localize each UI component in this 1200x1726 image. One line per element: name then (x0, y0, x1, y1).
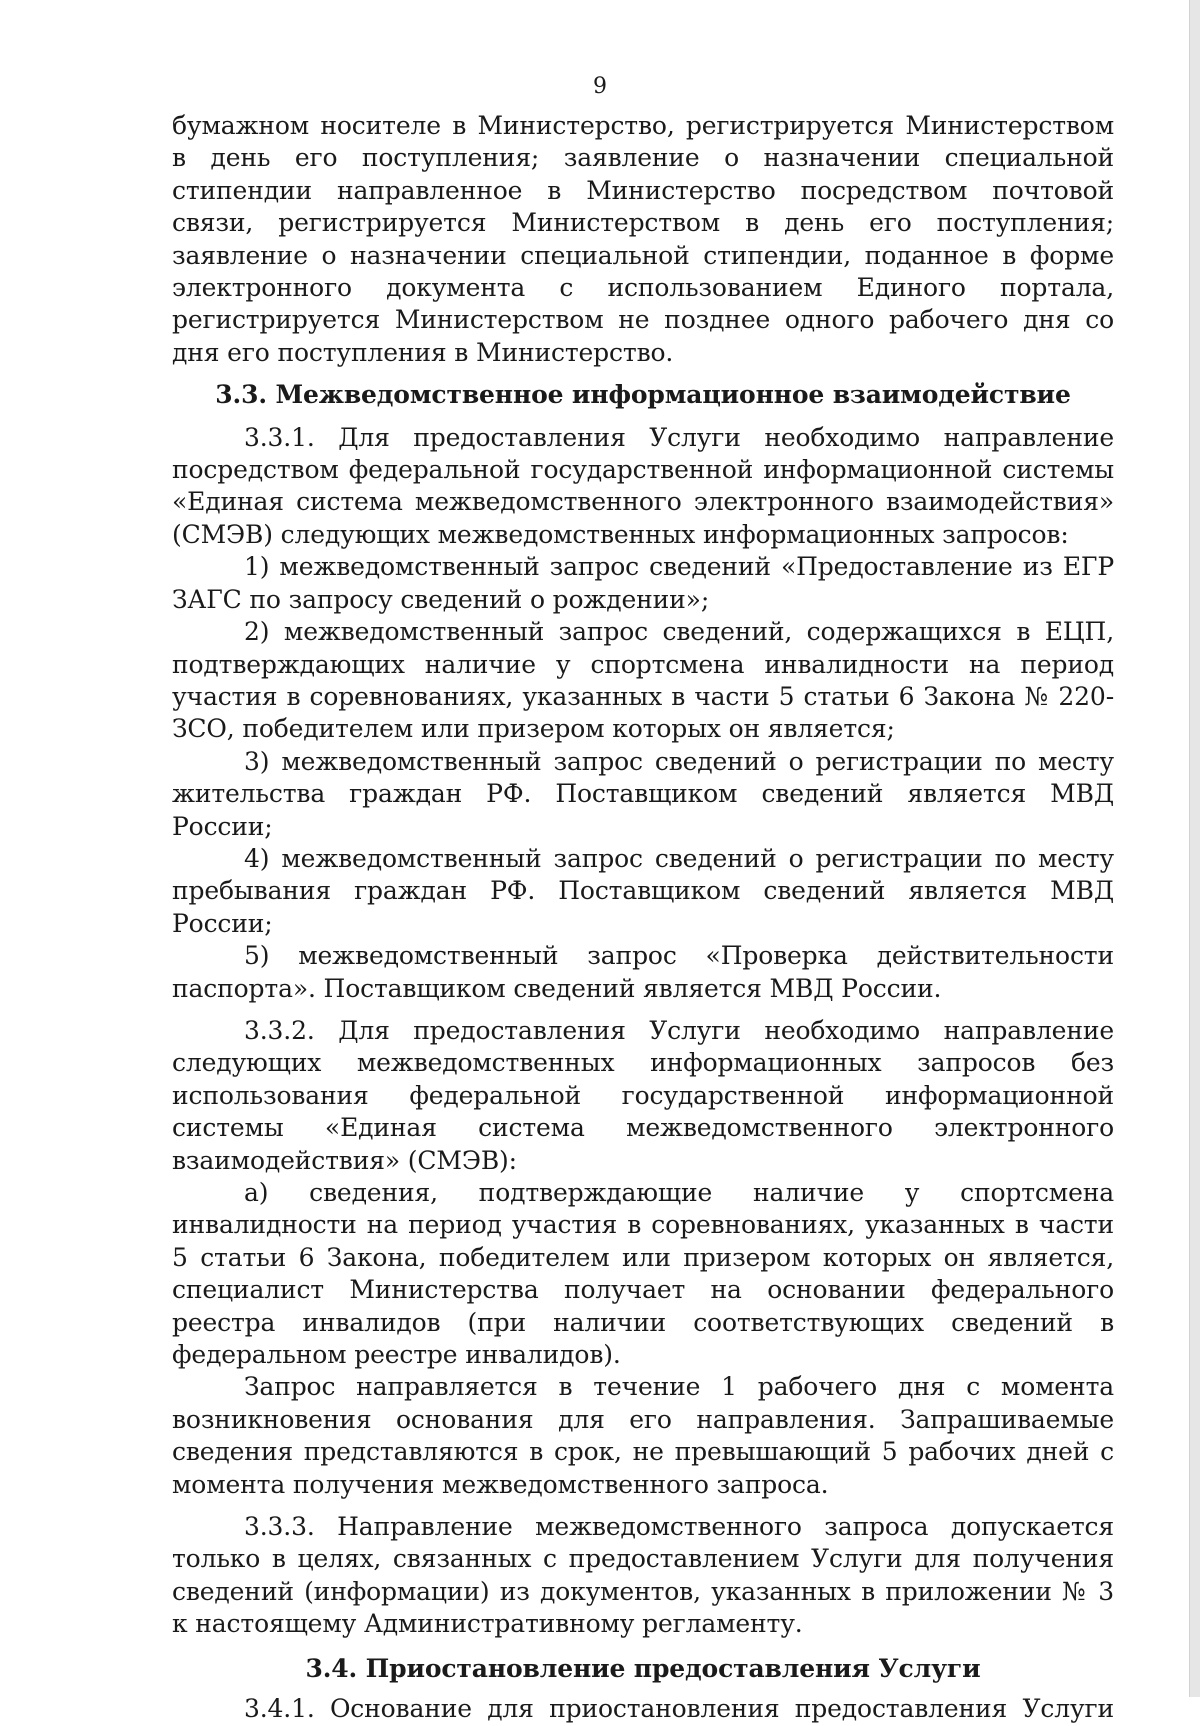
paragraph-3-3-2: 3.3.2. Для предоставления Услуги необходимо направление следующих межведомственных информационных запросов без использования федеральной государственной информационной системы «Единая система межведомственного электронного взаимодействия» (СМЭВ): (172, 1015, 1114, 1175)
page-number: 9 (593, 74, 607, 99)
document-body (172, 110, 1114, 1726)
paragraph-request-timing: Запрос направляется в течение 1 рабочего дня с момента возникновения основания для его направления. Запрашиваемые сведения представляются в срок, не превышающий 5 рабочих дней с момента получения межведомственного запроса. (172, 1372, 1114, 1499)
scrollbar-track[interactable] (1189, 0, 1200, 1697)
paragraph-3-4-1: 3.4.1. Основание для приостановления предоставления Услуги (244, 1694, 1114, 1724)
section-heading-3-4: 3.4. Приостановление предоставления Услуги (305, 1653, 981, 1683)
paragraph-intro: бумажном носителе в Министерство, регистрируется Министерством в день его поступления; заявление о назначении специальной стипендии направленное в Министерство посредством почтовой связи, регистрируется Министерством в день его поступления; заявление о назначении специальной стипендии, поданное в форме электронного документа с использованием Единого портала, регистрируется Министерством не позднее одного рабочего дня со дня его поступления в Министерство. (172, 111, 1114, 367)
paragraph-3-3-3: 3.3.3. Направление межведомственного запроса допускается только в целях, связанных с предоставлением Услуги для получения сведений (информации) из документов, указанных в приложении № 3 к настоящему Административному регламенту. (172, 1512, 1114, 1639)
list-item-2: 2) межведомственный запрос сведений, содержащихся в ЕЦП, подтверждающих наличие у спортсмена инвалидности на период участия в соревнованиях, указанных в части 5 статьи 6 Закона № 220-ЗСО, победителем или призером которых он является; (172, 617, 1114, 744)
section-heading-3-3: 3.3. Межведомственное информационное взаимодействие (215, 380, 1071, 410)
list-item-4: 4) межведомственный запрос сведений о регистрации по месту пребывания граждан РФ. Поставщиком сведений является МВД России; (172, 843, 1114, 938)
list-item-1: 1) межведомственный запрос сведений «Предоставление из ЕГР ЗАГС по запросу сведений о рождении»; (172, 552, 1114, 614)
list-item-a: а) сведения, подтверждающие наличие у спортсмена инвалидности на период участия в соревнованиях, указанных в части 5 статьи 6 Закона, победителем или призером которых он является, специалист Министерства получает на основании федерального реестра инвалидов (при наличии соответствующих сведений в федеральном реестре инвалидов). (172, 1178, 1114, 1370)
list-item-3: 3) межведомственный запрос сведений о регистрации по месту жительства граждан РФ. Поставщиком сведений является МВД России; (172, 746, 1114, 841)
paragraph-3-3-1: 3.3.1. Для предоставления Услуги необходимо направление посредством федеральной государственной информационной системы «Единая система межведомственного электронного взаимодействия» (СМЭВ) следующих межведомственных информационных запросов: (172, 422, 1114, 549)
list-item-5: 5) межведомственный запрос «Проверка действительности паспорта». Поставщиком сведений является МВД России. (172, 941, 1114, 1003)
